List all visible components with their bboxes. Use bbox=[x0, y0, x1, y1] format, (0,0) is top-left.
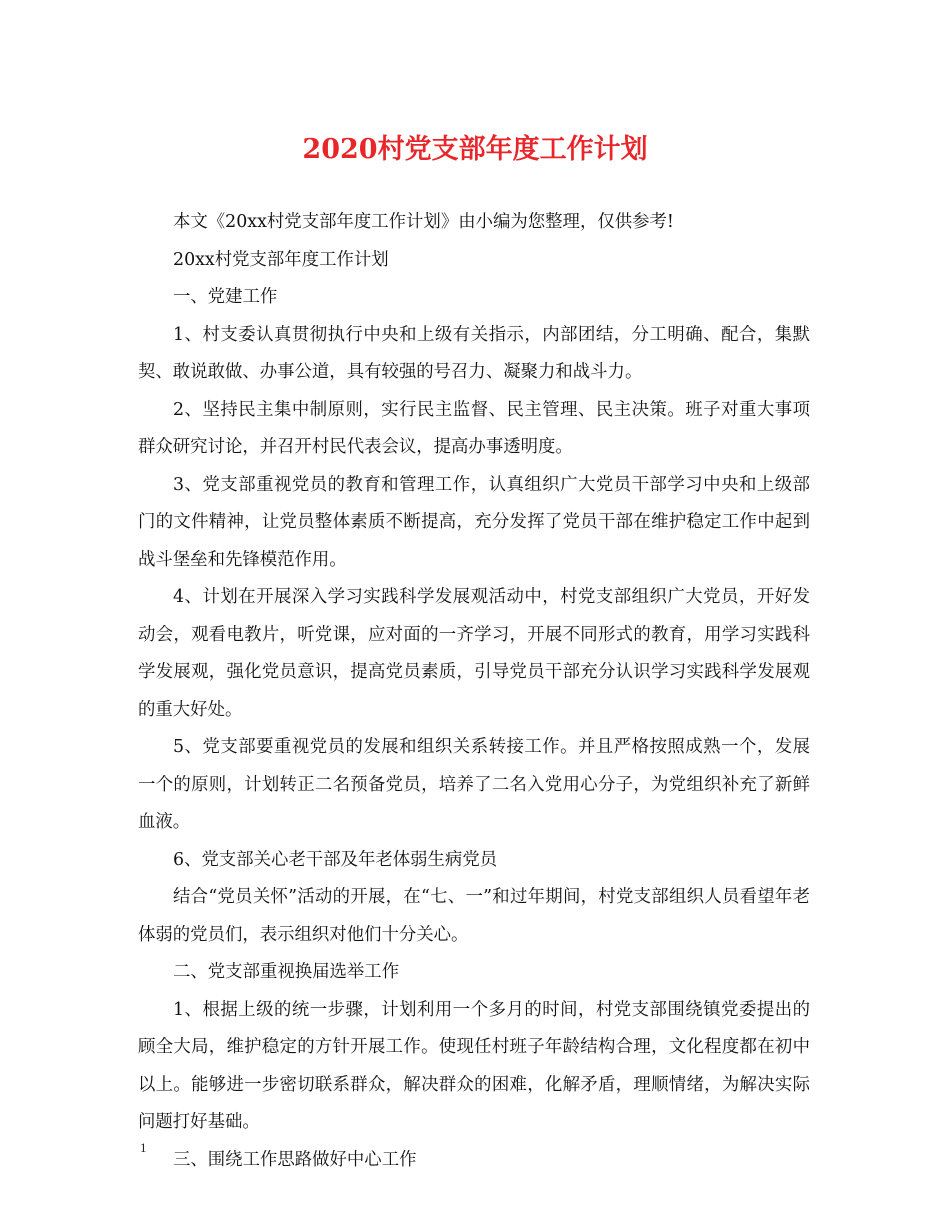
body-paragraph: 4、计划在开展深入学习实践科学发展观活动中，村党支部组织广大党员，开好发动会，观看电教片，听党课，应对面的一齐学习，开展不同形式的教育，用学习实践科学发展观，强化党员意识，提高党员素质，引导党员干部充分认识学习实践科学发展观的重大好处。 bbox=[138, 587, 810, 720]
body-paragraph: 结合“党员关怀”活动的开展，在“七、一”和过年期间，村党支部组织人员看望年老体弱的党员们，表示组织对他们十分关心。 bbox=[138, 887, 810, 945]
body-paragraph: 3、党支部重视党员的教育和管理工作，认真组织广大党员干部学习中央和上级部门的文件精神，让党员整体素质不断提高，充分发挥了党员干部在维护稳定工作中起到战斗堡垒和先锋模范作用。 bbox=[138, 474, 810, 570]
intro-paragraph: 本文《20xx村党支部年度工作计划》由小编为您整理，仅供参考! bbox=[173, 212, 674, 232]
body-paragraph: 1、村支委认真贯彻执行中央和上级有关指示，内部团结，分工明确、配合，集默契、敢说敢做、办事公道，具有较强的号召力、凝聚力和战斗力。 bbox=[138, 324, 810, 382]
page-number: 1 bbox=[140, 1140, 147, 1155]
section-heading-1: 一、党建工作 bbox=[173, 287, 278, 307]
body-paragraph: 2、坚持民主集中制原则，实行民主监督、民主管理、民主决策。班子对重大事项群众研究讨论，并召开村民代表会议，提高办事透明度。 bbox=[138, 399, 810, 457]
section-heading-2: 二、党支部重视换届选举工作 bbox=[173, 962, 400, 982]
body-paragraph: 1、根据上级的统一步骤，计划利用一个多月的时间，村党支部围绕镇党委提出的顾全大局，维护稳定的方针开展工作。使现任村班子年龄结构合理，文化程度都在初中以上。能够进一步密切联系群众，解决群众的困难，化解矛盾，理顺情绪，为解决实际问题打好基础。 bbox=[138, 999, 810, 1132]
document-title: 2020村党支部年度工作计划 bbox=[302, 134, 648, 165]
subtitle-paragraph: 20xx村党支部年度工作计划 bbox=[173, 249, 389, 270]
section-heading-3: 三、围绕工作思路做好中心工作 bbox=[173, 1149, 417, 1170]
document-body bbox=[138, 204, 810, 1179]
body-paragraph: 5、党支部要重视党员的发展和组织关系转接工作。并且严格按照成熟一个，发展一个的原则，计划转正二名预备党员，培养了二名入党用心分子，为党组织补充了新鲜血液。 bbox=[138, 737, 810, 832]
body-paragraph: 6、党支部关心老干部及年老体弱生病党员 bbox=[173, 849, 498, 870]
